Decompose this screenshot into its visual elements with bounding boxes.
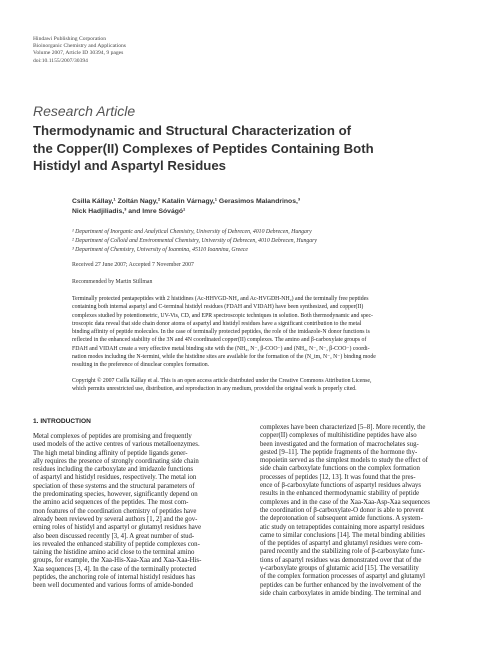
abstract-line: complexes studied by potentiometric, UV-Vis, CD, and EPR spectroscopic techniques in solution. Both thermodynamic and spec- (72, 312, 373, 319)
abstract-line: Terminally protected pentapeptides with 2 histidines (Ac-HHVGD-NH₂ and Ac-HVGDH-NH₂) and the terminally free peptides (72, 296, 369, 302)
affiliation-line: ¹ Department of Inorganic and Analytical Chemistry, University of Debrecen, 4010 Debrecen, Hungary (72, 229, 312, 235)
abstract-line: reflected in the enhanced stability of the 3N and 4N coordinated copper(II) complexes. The amino and β-carboxylate groups of (72, 337, 367, 344)
body-line: already been reviewed by several authors [1, 2] and the gov- (33, 515, 198, 523)
body-line: side chain carboxylates in amide binding. The terminal and (260, 589, 421, 597)
body-line: peptides can be further enhanced by the involvement of the (260, 581, 421, 589)
journal-line: Bioinorganic Chemistry and Applications (33, 43, 126, 50)
paper-title (33, 122, 473, 175)
body-line: groups, for example, the Xaa-His-Xaa-Xaa and Xaa-Xaa-His- (33, 557, 202, 565)
body-line: the deprotonation of subsequent amide functions. A system- (260, 515, 423, 523)
body-line: ally requires the presence of strongly coordinating side chain (33, 457, 199, 465)
body-line: γ-carboxylate groups of glutamic acid [15]. The versatility (260, 565, 419, 573)
body-line: processes of peptides [12, 13]. It was found that the pres- (260, 473, 416, 481)
abstract-line: resulting in the preference of dinuclear complex formation. (72, 362, 210, 369)
body-line: residues including the carboxylate and imidazole functions (33, 466, 194, 474)
volume-line: Volume 2007, Article ID 30394, 9 pages (33, 50, 124, 57)
body-line: the coordination of β-carboxylate-O donor is able to prevent (260, 506, 424, 514)
author-line: Nick Hadjiliadis,³ and Imre Sóvágó¹ (72, 207, 186, 215)
body-line: also been discussed recently [3, 4]. A great number of stud- (33, 532, 195, 540)
body-line: pared recently and the stabilizing role of β-carboxylate func- (260, 548, 426, 556)
body-line: erning roles of histidyl and aspartyl or glutamyl residues have (33, 524, 202, 532)
title-line: the Copper(II) Complexes of Peptides Containing Both (33, 140, 374, 156)
body-line: peptides, the anchoring role of internal histidyl residues has (33, 574, 196, 582)
body-line: complexes have been characterized [5–8]. More recently, the (260, 424, 426, 431)
title-line: Thermodynamic and Structural Characterization of (33, 123, 352, 138)
section-heading-introduction: 1. INTRODUCTION (33, 418, 91, 425)
abstract-line: FDAH and VIDAH create a very effective metal binding site with the (NH₂, N⁻, β-COO⁻) and (NH₂, N⁻, N⁻, β-COO⁻) coordi- (72, 345, 370, 352)
body-line: been well documented and various forms of amide-bonded (33, 582, 193, 590)
body-line: of aspartyl and histidyl residues, respectively. The metal ion (33, 474, 197, 482)
journal-header (33, 36, 126, 65)
abstract-line: binding affinity of peptide molecules. In the case of terminally protected peptides, the role of the imidazole-N donor functions is (72, 329, 370, 336)
body-line: complexes and in the case of the Xaa-Xaa-Asp-Xaa sequences (260, 498, 430, 506)
body-line: of the complex formation processes of aspartyl and glutamyl (260, 573, 425, 581)
affiliation-list (72, 228, 472, 255)
body-line: mopoietin served as the simplest models to study the effect of (260, 457, 428, 465)
body-line: side chain carboxylate functions on the complex formation (260, 465, 420, 473)
body-line: ence of β-carboxylate functions of aspartyl residues always (260, 482, 422, 490)
body-line: of the peptides of aspartyl and glutamyl residues were com- (260, 540, 423, 548)
left-column (33, 433, 229, 591)
body-line: came to similar conclusions [14]. The metal binding abilities (260, 531, 426, 539)
body-line: results in the enhanced thermodynamic stability of peptide (260, 490, 420, 498)
copyright-line: which permits unrestricted use, distribution, and reproduction in any medium, provided the original work is properly cited. (72, 386, 357, 393)
copyright-line: Copyright © 2007 Csilla Kállay et al. This is an open access article distributed under the Creative Commons Attribution License, (72, 378, 372, 384)
received-accepted-dates: Received 27 June 2007; Accepted 7 November 2007 (72, 262, 194, 268)
body-line: tions of aspartyl residues was demonstrated over that of the (260, 556, 422, 564)
author-line: Csilla Kállay,¹ Zoltán Nagy,² Katalin Várnagy,¹ Gerasimos Malandrinos,³ (72, 198, 301, 205)
body-line: mon features of the coordination chemistry of peptides have (33, 507, 197, 515)
article-type: Research Article (33, 103, 136, 119)
body-line: been investigated and the formation of macrochelates sug- (260, 440, 419, 448)
body-line: Metal complexes of peptides are promising and frequently (33, 433, 192, 440)
author-list (72, 197, 472, 216)
abstract-line: nation modes including the N-termini, while the histidine sites are available for the formation of the (N_im, N⁻, N⁻) binding mode (72, 354, 376, 361)
body-line: used models of the active centres of various metalloenzymes. (33, 441, 200, 449)
abstract (72, 295, 472, 370)
right-column (260, 424, 456, 598)
recommended-by: Recommended by Martin Stillman (72, 279, 153, 285)
body-line: Xaa sequences [3, 4]. In the case of the terminally protected (33, 565, 197, 573)
body-line: gested [9–11]. The peptide fragments of the hormone thy- (260, 448, 418, 456)
body-line: the predominating species, however, significantly depend on (33, 491, 198, 499)
body-line: the amino acid sequences of the peptides. The most com- (33, 499, 189, 507)
body-line: atic study on tetrapeptides containing more aspartyl residues (260, 523, 425, 531)
body-line: ies revealed the enhanced stability of peptide complexes con- (33, 540, 200, 548)
abstract-line: troscopic data reveal that side chain donor atoms of aspartyl and histidyl residues have a significant contribution to the metal (72, 320, 362, 327)
body-line: copper(II) complexes of multihistidine peptides have also (260, 432, 417, 440)
body-line: taining the histidine amino acid close to the terminal amino (33, 549, 195, 557)
publisher-line: Hindawi Publishing Corporation (33, 36, 107, 42)
abstract-line: containing both internal aspartyl and C-terminal histidyl residues (FDAH and VIDAH) have been synthesized, and copper(II) (72, 304, 364, 311)
affiliation-line: ³ Department of Chemistry, University of Ioannina, 45110 Ioannina, Greece (72, 247, 248, 253)
title-line: Histidyl and Aspartyl Residues (33, 158, 226, 173)
doi-line: doi:10.1155/2007/30394 (33, 57, 88, 64)
body-line: The high metal binding affinity of peptide ligands gener- (33, 449, 188, 457)
body-line: speciation of these systems and the structural parameters of (33, 482, 195, 490)
affiliation-line: ² Department of Colloid and Environmental Chemistry, University of Debrecen, 4010 Debrecen, Hungary (72, 238, 318, 244)
copyright-notice (72, 377, 472, 394)
